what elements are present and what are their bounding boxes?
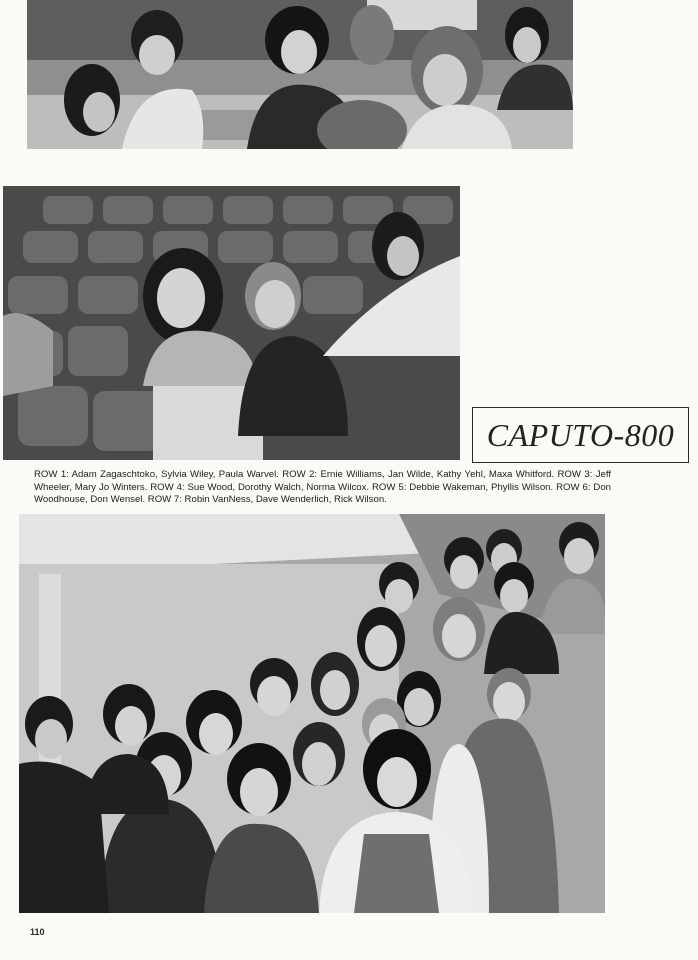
caption-row-4: ROW 4: Sue Wood, Dorothy Walch, Norma Wilcox. xyxy=(150,481,372,493)
lecture-hall-photo xyxy=(3,186,460,460)
caption-row-7: ROW 7: Robin VanNess, Dave Wenderlich, Rick Wilson. xyxy=(147,494,387,506)
caption-row-3: ROW 3: Jeff Wheeler, Mary Jo Winters. xyxy=(34,469,611,493)
caption xyxy=(34,469,611,507)
group-photo xyxy=(19,514,605,913)
caption-row-5: ROW 5: Debbie Wakeman, Phyllis Wilson. xyxy=(371,481,557,493)
caption-row-2: ROW 2: Ernie Williams, Jan Wilde, Kathy Yehl, Maxa Whitford. xyxy=(282,469,558,480)
caption-row-6: ROW 6: Don Woodhouse, Don Wensel. xyxy=(34,481,611,506)
section-title: CAPUTO-800 xyxy=(486,416,675,453)
section-title-box xyxy=(472,407,689,463)
classroom-photo-top xyxy=(27,0,573,149)
caption-row-1: ROW 1: Adam Zagaschtoko, Sylvia Wiley, Paula Warvel. xyxy=(34,469,283,480)
page-number: 110 xyxy=(30,927,45,937)
